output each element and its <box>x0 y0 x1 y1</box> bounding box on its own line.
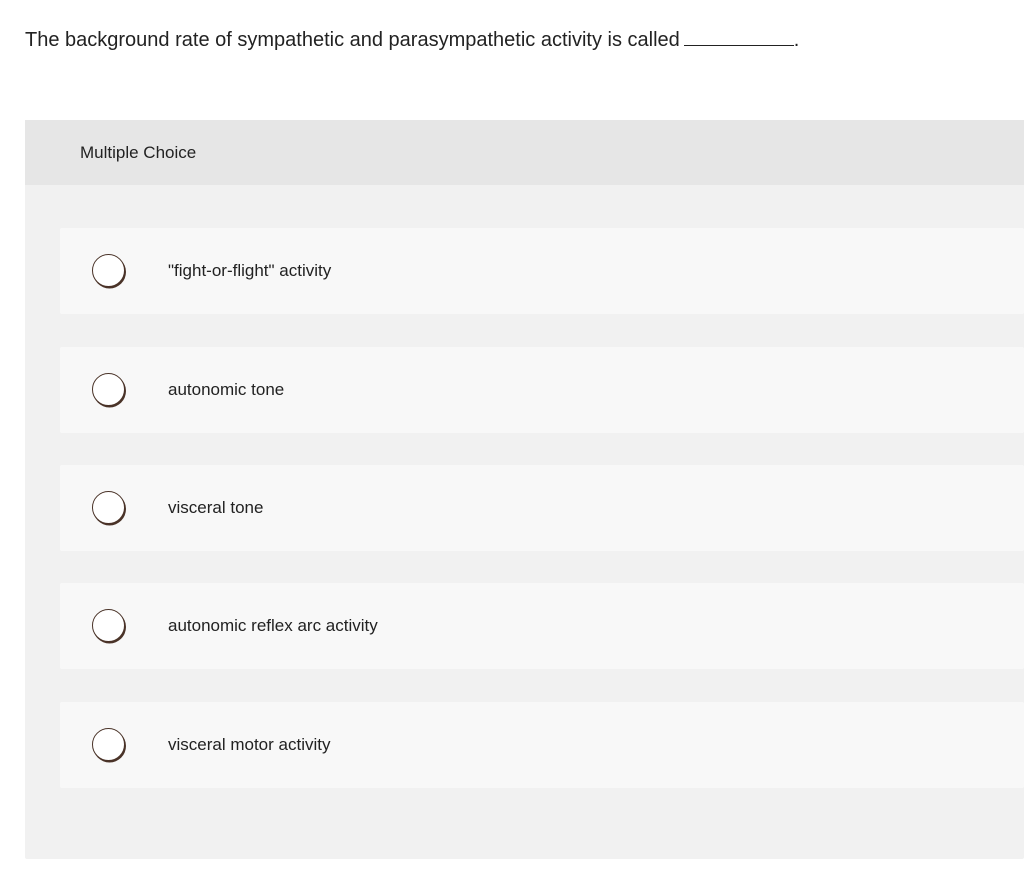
radio-button[interactable] <box>92 491 125 524</box>
radio-button[interactable] <box>92 373 125 406</box>
radio-button[interactable] <box>92 254 125 287</box>
answer-option-autonomic-tone[interactable] <box>60 347 1024 433</box>
answer-option-visceral-motor[interactable] <box>60 702 1024 788</box>
option-label: visceral motor activity <box>168 735 331 754</box>
question-prompt: The background rate of sympathetic and parasympathetic activity is called <box>25 29 680 51</box>
option-label: autonomic reflex arc activity <box>168 616 378 635</box>
multiple-choice-panel <box>25 120 1024 859</box>
option-label: "fight-or-flight" activity <box>168 261 332 280</box>
radio-button[interactable] <box>92 728 125 761</box>
panel-header <box>25 120 1024 185</box>
answer-option-visceral-tone[interactable] <box>60 465 1024 551</box>
question-suffix: . <box>793 29 800 51</box>
option-label: visceral tone <box>168 498 264 517</box>
answer-blank <box>684 27 794 46</box>
option-label: autonomic tone <box>168 380 285 399</box>
answer-option-fight-or-flight[interactable] <box>60 228 1024 314</box>
question-text <box>25 26 799 54</box>
answer-option-autonomic-reflex-arc[interactable] <box>60 583 1024 669</box>
question-type-label: Multiple Choice <box>80 142 197 162</box>
radio-button[interactable] <box>92 609 125 642</box>
